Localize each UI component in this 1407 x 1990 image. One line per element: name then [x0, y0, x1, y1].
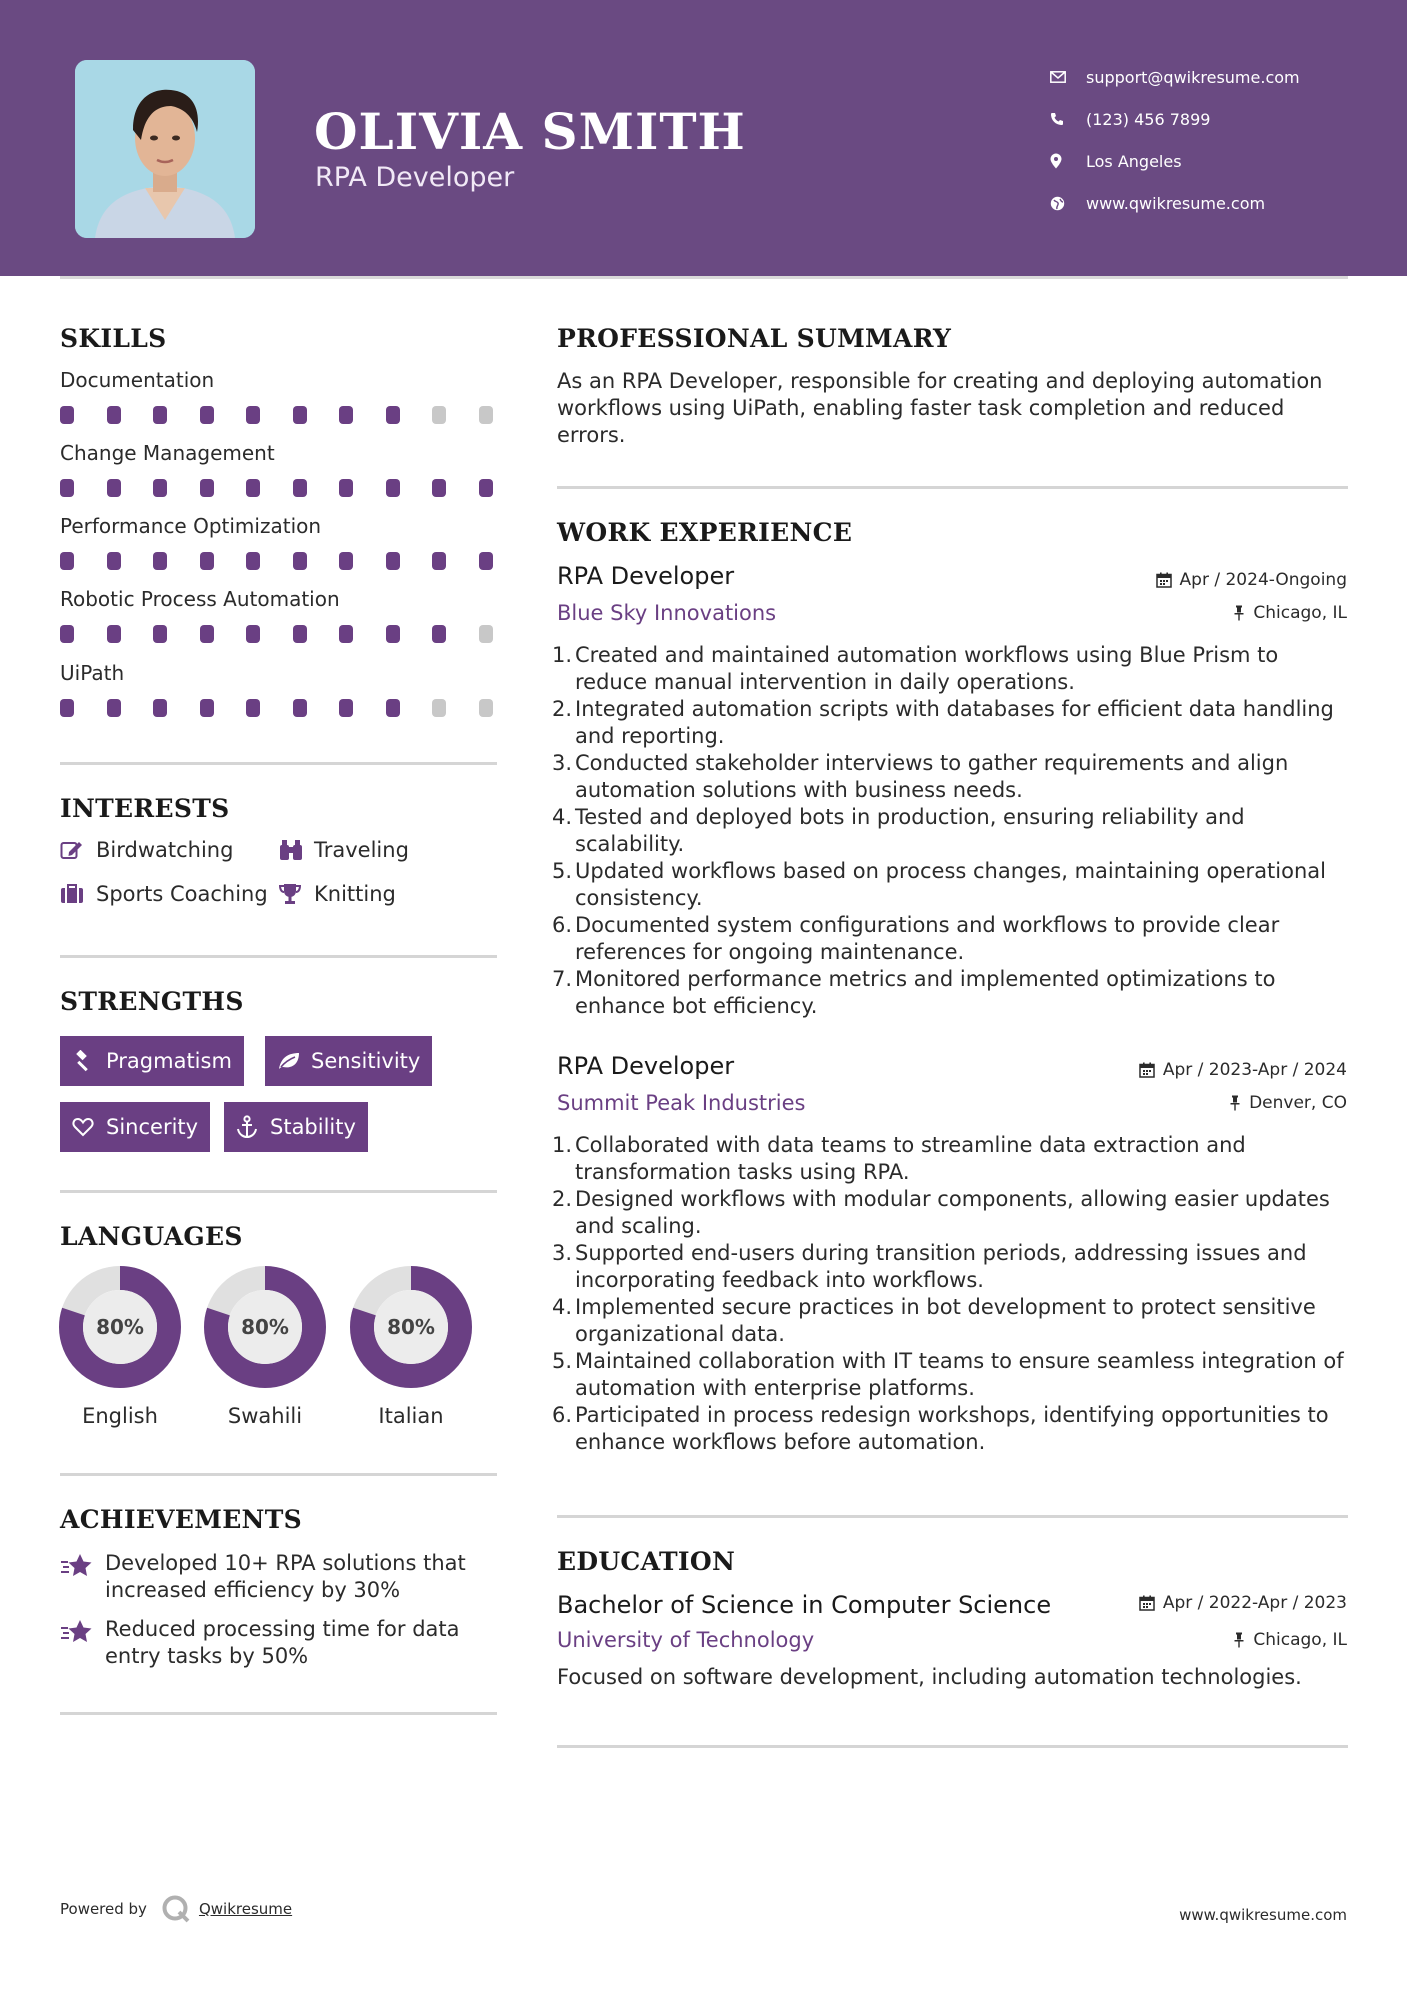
skill-rating-dot — [153, 479, 167, 497]
skill-rating-dot — [386, 406, 400, 424]
star-award-icon — [60, 1550, 105, 1604]
job-bullet: 4. Implemented secure practices in bot development to protect sensitive organizational data. — [551, 1295, 1316, 1346]
degree-title: Bachelor of Science in Computer Science — [557, 1591, 1052, 1619]
summary-heading: PROFESSIONAL SUMMARY — [557, 324, 952, 353]
skill-rating-dot — [479, 699, 493, 717]
language-name: Swahili — [227, 1404, 303, 1428]
language-progress-ring — [204, 1266, 326, 1388]
footer-website[interactable]: www.qwikresume.com — [1179, 1906, 1347, 1924]
header-divider — [60, 276, 1348, 279]
skill-rating-dot — [107, 479, 121, 497]
job-title: RPA Developer — [557, 1052, 735, 1080]
skill-rating-dot — [153, 552, 167, 570]
qwikresume-logo-icon — [161, 1894, 191, 1924]
education-heading: EDUCATION — [557, 1547, 736, 1576]
trophy-icon — [278, 883, 314, 905]
pushpin-icon — [1233, 605, 1245, 621]
skill-rating-dot — [246, 552, 260, 570]
phone-icon — [1050, 112, 1086, 126]
resume-header — [0, 0, 1407, 276]
skill-rating-dot — [107, 406, 121, 424]
skill-rating-dot — [60, 479, 74, 497]
job-bullet: 3. Conducted stakeholder interviews to gather requirements and align automation solutions with business needs. — [551, 751, 1289, 802]
skill-rating-dot — [386, 479, 400, 497]
interest-item: Knitting — [278, 882, 396, 906]
job-bullet: 1. Collaborated with data teams to streamline data extraction and transformation tasks using RPA. — [551, 1133, 1246, 1184]
job-bullet: 3. Supported end-users during transition periods, addressing issues and incorporating feedback into workflows. — [551, 1241, 1307, 1292]
footer-powered-by: Powered by Qwikresume — [60, 1894, 292, 1924]
pushpin-icon — [1233, 1632, 1245, 1648]
globe-icon — [1050, 196, 1086, 211]
skill-rating-dot — [246, 699, 260, 717]
job-bullet: 6. Participated in process redesign workshops, identifying opportunities to enhance workflows before automation. — [551, 1403, 1329, 1454]
skill-rating-dot — [200, 406, 214, 424]
candidate-role: RPA Developer — [315, 162, 515, 193]
language-percent-label: 80% — [96, 1315, 144, 1339]
skill-rating-dot — [339, 552, 353, 570]
company-name: Blue Sky Innovations — [557, 601, 777, 625]
briefcase-icon — [60, 884, 96, 904]
education-description: Focused on software development, including automation technologies. — [557, 1665, 1302, 1689]
strength-tag: Sensitivity — [265, 1036, 432, 1086]
envelope-icon — [1050, 71, 1086, 83]
skill-rating-dot — [246, 625, 260, 643]
section-divider — [60, 1712, 497, 1715]
education-location: Chicago, IL — [1233, 1630, 1347, 1650]
calendar-icon — [1139, 1595, 1155, 1611]
job-location: Chicago, IL — [1233, 603, 1347, 623]
heart-icon — [72, 1117, 106, 1137]
profile-photo — [75, 60, 255, 238]
job-bullet: 4. Tested and deployed bots in production, ensuring reliability and scalability. — [551, 805, 1245, 856]
job-bullet: 5. Maintained collaboration with IT teams to ensure seamless integration of automation with enterprise platforms. — [551, 1349, 1344, 1400]
skill-rating-dot — [107, 699, 121, 717]
language-percent-label: 80% — [241, 1315, 289, 1339]
section-divider — [60, 1473, 497, 1476]
contact-list — [1050, 56, 1390, 224]
job-bullet: 6. Documented system configurations and workflows to provide clear references for ongoing maintenance. — [551, 913, 1280, 964]
skill-rating-dot — [432, 406, 446, 424]
job-bullet: 5. Updated workflows based on process changes, maintaining operational consistency. — [551, 859, 1326, 910]
interest-item: Birdwatching — [60, 838, 233, 862]
section-divider — [60, 762, 497, 765]
binoculars-icon — [278, 839, 314, 861]
job-bullet: 7. Monitored performance metrics and implemented optimizations to enhance bot efficiency. — [551, 967, 1276, 1018]
candidate-name: OLIVIA SMITH — [314, 102, 746, 161]
map-pin-icon — [1050, 153, 1086, 169]
skill-rating-dot — [153, 699, 167, 717]
summary-text: As an RPA Developer, responsible for creating and deploying automation workflows using UiPath, enabling faster task completion and reduced errors. — [557, 369, 1323, 447]
gavel-icon — [72, 1050, 106, 1072]
section-divider — [60, 955, 497, 958]
contact-phone[interactable]: (123) 456 7899 — [1050, 98, 1390, 140]
skill-rating-dot — [200, 552, 214, 570]
skill-rating-dot — [153, 625, 167, 643]
section-divider — [60, 1190, 497, 1193]
skills-heading: SKILLS — [60, 324, 167, 353]
pushpin-icon — [1229, 1095, 1241, 1111]
job-bullets — [550, 1132, 1350, 1456]
section-divider — [557, 1745, 1348, 1748]
skill-rating-dot — [200, 699, 214, 717]
languages-heading: LANGUAGES — [60, 1222, 243, 1251]
achievement-item: Developed 10+ RPA solutions that increased efficiency by 30% — [60, 1550, 500, 1604]
strength-tag: Pragmatism — [60, 1036, 244, 1086]
skill-rating-dot — [479, 625, 493, 643]
job-bullet: 1. Created and maintained automation workflows using Blue Prism to reduce manual intervention in daily operations. — [551, 643, 1279, 694]
experience-heading: WORK EXPERIENCE — [557, 518, 853, 547]
school-name: University of Technology — [557, 1628, 815, 1652]
language-name: English — [82, 1404, 158, 1428]
calendar-icon — [1156, 572, 1172, 588]
language-progress-ring — [350, 1266, 472, 1388]
skill-rating-dot — [60, 699, 74, 717]
section-divider — [557, 486, 1348, 489]
contact-email[interactable]: support@qwikresume.com — [1050, 56, 1390, 98]
education-dates: Apr / 2022-Apr / 2023 — [1139, 1593, 1347, 1613]
skill-name: Performance Optimization — [60, 514, 322, 538]
skill-rating-dot — [339, 406, 353, 424]
skill-name: Documentation — [60, 368, 215, 392]
skill-rating-dot — [107, 552, 121, 570]
calendar-icon — [1139, 1062, 1155, 1078]
skill-rating-dot — [386, 699, 400, 717]
job-dates: Apr / 2024-Ongoing — [1156, 570, 1347, 590]
skill-rating-dot — [479, 406, 493, 424]
contact-location: Los Angeles — [1050, 140, 1390, 182]
skill-rating-dot — [293, 479, 307, 497]
job-title: RPA Developer — [557, 562, 735, 590]
skill-rating-dot — [386, 552, 400, 570]
language-progress-ring — [59, 1266, 181, 1388]
skill-rating-dot — [107, 625, 121, 643]
skill-rating-dot — [479, 552, 493, 570]
skill-rating-dot — [200, 479, 214, 497]
skill-rating-dot — [293, 552, 307, 570]
footer-brand-link[interactable]: Qwikresume — [198, 1900, 293, 1918]
interests-heading: INTERESTS — [60, 794, 230, 823]
job-bullet: 2. Designed workflows with modular components, allowing easier updates and scaling. — [551, 1187, 1330, 1238]
skill-rating-dot — [153, 406, 167, 424]
skill-rating-dot — [293, 406, 307, 424]
company-name: Summit Peak Industries — [557, 1091, 806, 1115]
strength-tag: Sincerity — [60, 1102, 210, 1152]
interest-item: Traveling — [278, 838, 409, 862]
job-bullets — [550, 642, 1350, 1020]
achievements-heading: ACHIEVEMENTS — [60, 1505, 302, 1534]
job-dates: Apr / 2023-Apr / 2024 — [1139, 1060, 1347, 1080]
pencil-square-icon — [60, 839, 96, 861]
skill-rating-dot — [293, 699, 307, 717]
skill-rating-dot — [432, 699, 446, 717]
job-location: Denver, CO — [1229, 1093, 1347, 1113]
leaf-icon — [277, 1051, 311, 1071]
anchor-icon — [236, 1115, 270, 1139]
achievement-item: Reduced processing time for data entry tasks by 50% — [60, 1616, 500, 1670]
skill-name: UiPath — [60, 661, 125, 685]
skill-rating — [60, 479, 500, 499]
skill-rating-dot — [293, 625, 307, 643]
strengths-heading: STRENGTHS — [60, 987, 244, 1016]
skill-rating-dot — [386, 625, 400, 643]
language-percent-label: 80% — [387, 1315, 435, 1339]
skill-rating-dot — [479, 479, 493, 497]
skill-rating-dot — [60, 552, 74, 570]
star-award-icon — [60, 1616, 105, 1670]
skill-rating-dot — [432, 479, 446, 497]
strength-tag: Stability — [224, 1102, 368, 1152]
skill-rating — [60, 406, 500, 426]
skill-rating-dot — [246, 406, 260, 424]
interest-item: Sports Coaching — [60, 882, 268, 906]
job-bullet: 2. Integrated automation scripts with databases for efficient data handling and reporting. — [551, 697, 1334, 748]
skill-rating-dot — [200, 625, 214, 643]
skill-rating-dot — [339, 625, 353, 643]
skill-rating-dot — [339, 699, 353, 717]
skill-rating-dot — [339, 479, 353, 497]
skill-rating-dot — [246, 479, 260, 497]
skill-rating-dot — [60, 406, 74, 424]
skill-rating-dot — [432, 552, 446, 570]
skill-rating-dot — [60, 625, 74, 643]
skill-rating — [60, 699, 500, 719]
skill-rating-dot — [432, 625, 446, 643]
section-divider — [557, 1515, 1348, 1518]
skill-name: Change Management — [60, 441, 275, 465]
language-name: Italian — [378, 1404, 444, 1428]
skill-rating — [60, 625, 500, 645]
skill-name: Robotic Process Automation — [60, 587, 340, 611]
skill-rating — [60, 552, 500, 572]
contact-website[interactable]: www.qwikresume.com — [1050, 182, 1390, 224]
